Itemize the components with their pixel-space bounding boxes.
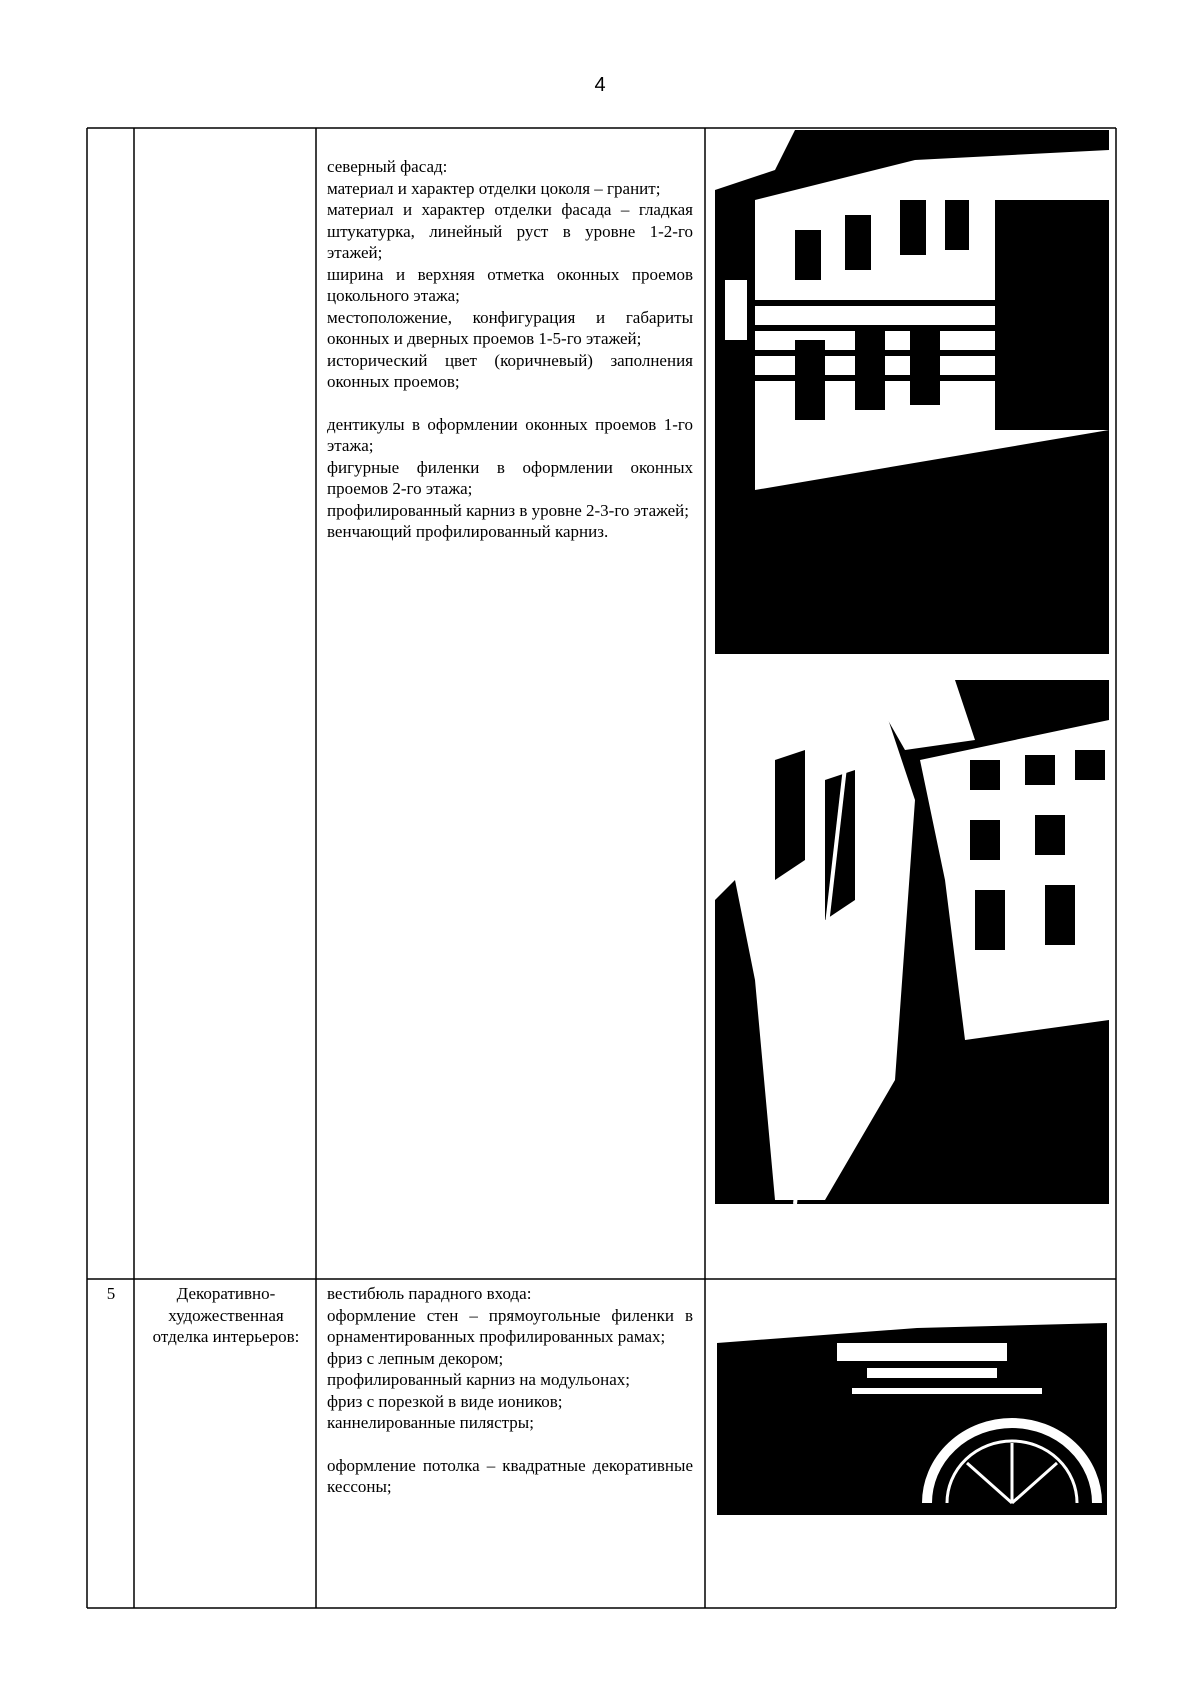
- row1-line: местоположение, конфигурация и габариты оконных и дверных проемов 1-5-го этажей;: [327, 307, 693, 348]
- row1-line: профилированный карниз в уровне 2-3-го этажей;: [327, 500, 689, 520]
- row1-description: [327, 156, 693, 543]
- row2-description: [327, 1283, 693, 1498]
- vestibule-photo: [717, 1303, 1107, 1515]
- row1-line: северный фасад:: [327, 157, 448, 176]
- row2-line: оформление стен – прямоугольные филенки в орнаментированных профилированных рамах;: [327, 1305, 693, 1346]
- row1-line: фигурные филенки в оформлении оконных проемов 2-го этажа;: [327, 457, 693, 498]
- row2-line: вестибюль парадного входа:: [327, 1284, 532, 1303]
- row2-line: фриз с порезкой в виде иоников;: [327, 1391, 563, 1411]
- row1-line: ширина и верхняя отметка оконных проемов цокольного этажа;: [327, 264, 693, 305]
- row2-line: каннелированные пилястры;: [327, 1413, 534, 1432]
- row2-line: профилированный карниз на модульонах;: [327, 1370, 630, 1389]
- row2-number: 5: [106, 1284, 116, 1303]
- row1-line: венчающий профилированный карниз.: [327, 522, 609, 541]
- row2-name: Декоративно-художественная отделка интерьеров:: [152, 1284, 300, 1346]
- row1-line: исторический цвет (коричневый) заполнения оконных проемов;: [327, 350, 693, 391]
- row2-line: оформление потолка – квадратные декоративные кессоны;: [327, 1455, 693, 1496]
- row2-line: фриз с лепным декором;: [327, 1348, 504, 1368]
- row1-line: материал и характер отделки цоколя – гранит;: [327, 178, 661, 198]
- courtyard-photo: [715, 680, 1109, 1204]
- page-number: 4: [594, 74, 606, 96]
- facade-photo-north: [715, 130, 1109, 654]
- row1-line: материал и характер отделки фасада – гладкая штукатурка, линейный руст в уровне 1-2-го этажей;: [327, 200, 693, 262]
- row1-line: дентикулы в оформлении оконных проемов 1-го этажа;: [327, 414, 693, 455]
